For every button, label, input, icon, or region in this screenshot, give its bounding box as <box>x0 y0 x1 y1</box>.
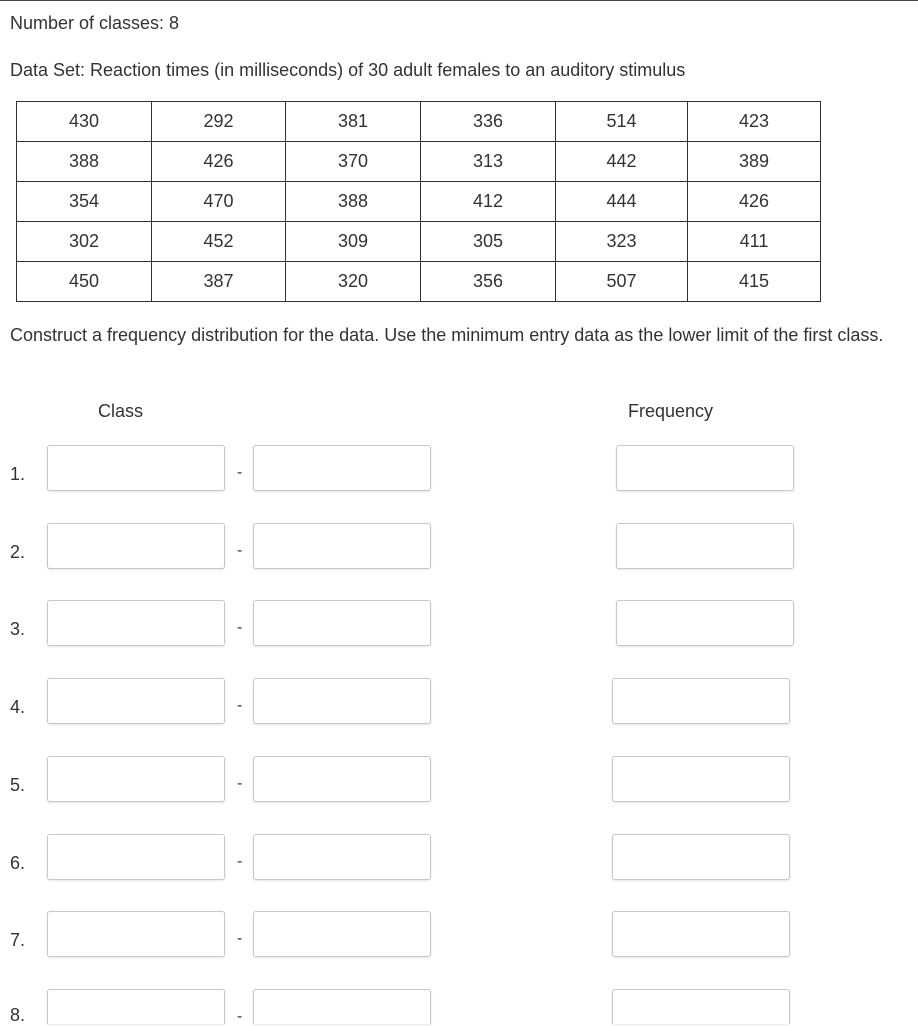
frequency-column-header: Frequency <box>628 401 714 421</box>
class-row-number: 8. <box>10 1005 26 1025</box>
range-separator: - <box>237 464 243 481</box>
table-cell: 442 <box>556 142 688 182</box>
table-cell: 388 <box>286 182 421 222</box>
class-column-header: Class <box>98 401 144 421</box>
class-2-frequency-input[interactable] <box>616 523 794 569</box>
table-cell: 388 <box>17 142 152 182</box>
class-row-number: 7. <box>10 930 26 950</box>
range-separator: - <box>237 775 243 792</box>
class-2-upper-limit-input[interactable] <box>253 523 431 569</box>
table-cell: 412 <box>421 182 556 222</box>
range-separator: - <box>237 1008 243 1025</box>
class-row-number: 3. <box>10 619 26 639</box>
class-1-lower-limit-input[interactable] <box>47 445 225 491</box>
table-cell: 470 <box>152 182 286 222</box>
table-cell: 354 <box>17 182 152 222</box>
instructions: Construct a frequency distribution for the data. Use the minimum entry data as the lower limit of the first class. <box>10 325 884 345</box>
class-2-lower-limit-input[interactable] <box>47 523 225 569</box>
table-row <box>17 182 821 222</box>
class-5-lower-limit-input[interactable] <box>47 756 225 802</box>
table-cell: 411 <box>688 222 821 262</box>
table-cell: 302 <box>17 222 152 262</box>
class-row-number: 6. <box>10 853 26 873</box>
table-cell: 381 <box>286 102 421 142</box>
table-cell: 309 <box>286 222 421 262</box>
table-cell: 323 <box>556 222 688 262</box>
data-table <box>16 101 821 302</box>
table-row <box>17 102 821 142</box>
class-7-lower-limit-input[interactable] <box>47 911 225 957</box>
table-row <box>17 262 821 302</box>
table-cell: 292 <box>152 102 286 142</box>
table-cell: 426 <box>688 182 821 222</box>
class-6-frequency-input[interactable] <box>612 834 790 880</box>
class-4-frequency-input[interactable] <box>612 678 790 724</box>
table-cell: 514 <box>556 102 688 142</box>
range-separator: - <box>237 542 243 559</box>
range-separator: - <box>237 930 243 947</box>
data-set-description: Data Set: Reaction times (in milliseconds) of 30 adult females to an auditory stimulus <box>10 60 686 80</box>
table-cell: 423 <box>688 102 821 142</box>
table-row <box>17 142 821 182</box>
class-6-upper-limit-input[interactable] <box>253 834 431 880</box>
class-8-frequency-input[interactable] <box>612 989 790 1024</box>
class-7-frequency-input[interactable] <box>612 911 790 957</box>
class-5-frequency-input[interactable] <box>612 756 790 802</box>
class-3-upper-limit-input[interactable] <box>253 600 431 646</box>
table-cell: 430 <box>17 102 152 142</box>
table-cell: 370 <box>286 142 421 182</box>
table-cell: 387 <box>152 262 286 302</box>
class-8-upper-limit-input[interactable] <box>253 989 431 1024</box>
table-cell: 444 <box>556 182 688 222</box>
class-8-lower-limit-input[interactable] <box>47 989 225 1024</box>
class-5-upper-limit-input[interactable] <box>253 756 431 802</box>
class-row-number: 5. <box>10 775 26 795</box>
class-1-frequency-input[interactable] <box>616 445 794 491</box>
table-cell: 356 <box>421 262 556 302</box>
class-4-lower-limit-input[interactable] <box>47 678 225 724</box>
class-row-number: 2. <box>10 542 26 562</box>
table-cell: 389 <box>688 142 821 182</box>
class-7-upper-limit-input[interactable] <box>253 911 431 957</box>
class-6-lower-limit-input[interactable] <box>47 834 225 880</box>
class-row-number: 1. <box>10 464 26 484</box>
table-cell: 452 <box>152 222 286 262</box>
range-separator: - <box>237 619 243 636</box>
range-separator: - <box>237 853 243 870</box>
class-1-upper-limit-input[interactable] <box>253 445 431 491</box>
table-cell: 450 <box>17 262 152 302</box>
table-cell: 313 <box>421 142 556 182</box>
table-cell: 426 <box>152 142 286 182</box>
table-cell: 507 <box>556 262 688 302</box>
table-row <box>17 222 821 262</box>
class-3-frequency-input[interactable] <box>616 600 794 646</box>
top-divider <box>0 0 918 1</box>
table-cell: 415 <box>688 262 821 302</box>
class-row-number: 4. <box>10 697 26 717</box>
table-cell: 320 <box>286 262 421 302</box>
table-cell: 336 <box>421 102 556 142</box>
number-of-classes: Number of classes: 8 <box>10 13 180 33</box>
class-3-lower-limit-input[interactable] <box>47 600 225 646</box>
table-cell: 305 <box>421 222 556 262</box>
range-separator: - <box>237 697 243 714</box>
class-4-upper-limit-input[interactable] <box>253 678 431 724</box>
